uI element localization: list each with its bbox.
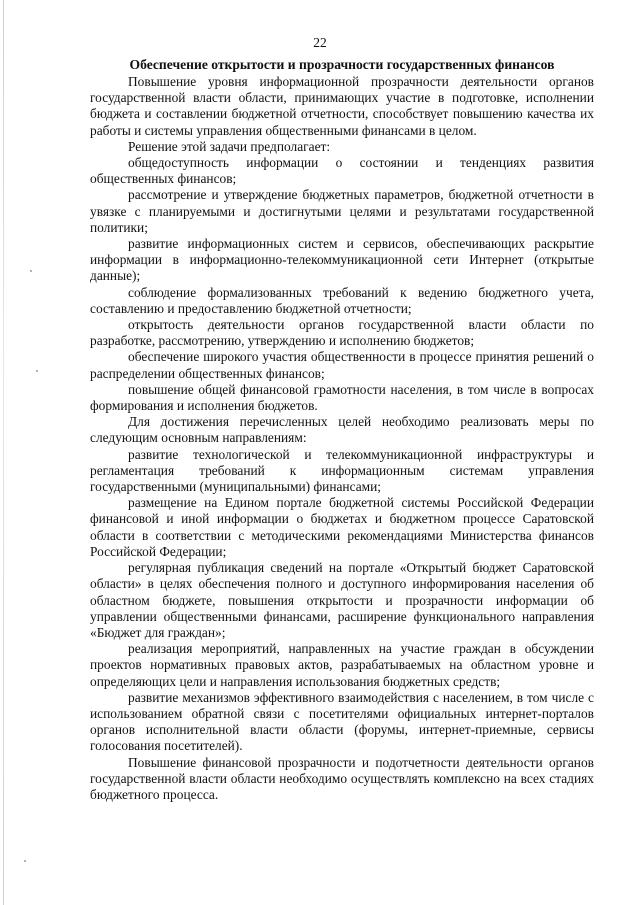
paragraph: Решение этой задачи предполагает: [128, 138, 331, 154]
paragraph: Повышение финансовой прозрачности и подотчетности деятельности органов государственной власти области необходимо осуществлять комплексно на всех стадиях бюджетного процесса. [90, 754, 594, 802]
list-item: развитие информационных систем и сервисов, обеспечивающих раскрытие информации в информационно-телекоммуникационной сети Интернет (открытые данные); [90, 236, 594, 284]
body-text [90, 74, 594, 803]
list-item: открытость деятельности органов государственной власти области по разработке, рассмотрению, утверждению и исполнению бюджетов; [90, 317, 594, 349]
list-item: повышение общей финансовой грамотности населения, в том числе в вопросах формирования и исполнения бюджетов. [90, 381, 594, 414]
list-item: развитие механизмов эффективного взаимодействия с населением, в том числе с использованием обратной связи с посетителями официальных интернет-порталов органов исполнительной власти области (форумы, интернет-приемные, сервисы голосования посетителей). [90, 689, 594, 754]
list-item: соблюдение формализованных требований к ведению бюджетного учета, составлению и предоставлению бюджетной отчетности; [90, 284, 594, 316]
paragraph: Для достижения перечисленных целей необходимо реализовать меры по следующим основным направлениям: [90, 414, 594, 446]
list-item: общедоступность информации о состоянии и тенденциях развития общественных финансов; [90, 155, 594, 187]
page-number: 22 [313, 35, 327, 50]
section-heading: Обеспечение открытости и прозрачности государственных финансов [129, 57, 555, 72]
list-item: рассмотрение и утверждение бюджетных параметров, бюджетной отчетности в увязке с планируемыми и достигнутыми целями и результатами государственной политики; [90, 187, 594, 235]
list-item: размещение на Едином портале бюджетной системы Российской Федерации финансовой и иной информации о бюджетах и бюджетном процессе Саратовской области в соответствии с методическими рекомендациями Министерства финансов Российской Федерации; [90, 495, 594, 559]
list-item: обеспечение широкого участия общественности в процессе принятия решений о распределении общественных финансов; [90, 349, 594, 381]
list-item: развитие технологической и телекоммуникационной инфраструктуры и регламентация требований к информационным системам управления государственными (муниципальными) финансами; [90, 446, 594, 495]
paragraph: Повышение уровня информационной прозрачности деятельности органов государственной власти области, принимающих участие в подготовке, исполнении бюджета и составлении бюджетной отчетности, способствует повышению качества их работы и системы управления общественными финансами в целом. [90, 74, 594, 138]
list-item: регулярная публикация сведений на портале «Открытый бюджет Саратовской области» в целях обеспечения полного и доступного информирования населения об областном бюджете, повышения открытости и прозрачности информации об управлении общественными финансами, расширение функционального направления «Бюджет для граждан»; [90, 560, 594, 640]
list-item: реализация мероприятий, направленных на участие граждан в обсуждении проектов нормативных правовых актов, разрабатываемых на областном уровне и определяющих цели и направления использования бюджетных средств; [90, 641, 594, 689]
